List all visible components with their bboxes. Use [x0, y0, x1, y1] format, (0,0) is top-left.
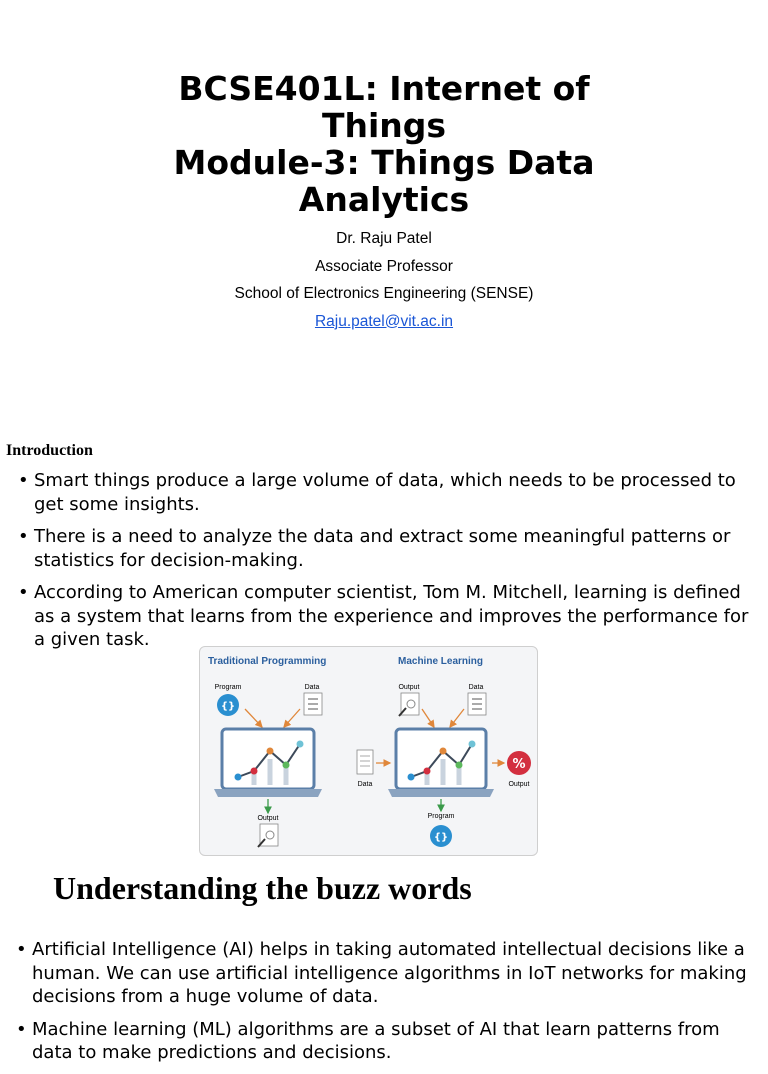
ml-title: Machine Learning: [398, 656, 484, 667]
author-name: Dr. Raju Patel: [336, 230, 432, 247]
data-checklist-icon: [304, 693, 322, 715]
title-line-4: Analytics: [298, 180, 470, 219]
buzz-words-heading: Understanding the buzz words: [53, 870, 472, 906]
traditional-title: Traditional Programming: [208, 656, 327, 667]
title-line-3: Module-3: Things Data: [173, 143, 595, 182]
svg-text:{}: {}: [433, 832, 449, 843]
svg-text:{}: {}: [220, 701, 236, 712]
trad-program-label: Program: [214, 684, 242, 691]
list-item: • Smart things produce a large volume of data, which needs to be processed to get some insights.: [18, 469, 758, 516]
trad-data-label: Data: [304, 684, 320, 691]
svg-text:%: %: [512, 757, 526, 772]
author-school: School of Electronics Engineering (SENSE): [234, 285, 534, 302]
introduction-heading: Introduction: [6, 442, 93, 459]
buzz-words-list: [16, 938, 761, 1074]
percent-icon: [507, 751, 531, 775]
list-item: • According to American computer scientist, Tom M. Mitchell, learning is defined as a system that learns from the experience and improves the performance for a given task.: [18, 581, 758, 652]
list-item: • Artificial Intelligence (AI) helps in taking automated intellectual decisions like a human. We can use artificial intelligence algorithms in IoT networks for making decisions from a huge volume of data.: [16, 938, 761, 1009]
laptop-chart-icon: [214, 729, 322, 797]
author-block: [100, 228, 668, 338]
data-sheet-icon: [357, 750, 373, 774]
output-document-icon: [258, 824, 278, 847]
program-icon: [430, 825, 452, 847]
program-icon: [217, 694, 239, 716]
output-document-icon: [399, 693, 419, 716]
title-line-1: BCSE401L: Internet of: [178, 69, 590, 108]
ml-data-label: Data: [468, 684, 484, 691]
laptop-chart-icon: [388, 729, 494, 797]
ml-output-input-label: Output: [398, 684, 420, 691]
title-line-2: Things: [321, 106, 447, 145]
ml-side-output-label: Output: [508, 781, 530, 788]
author-email-link[interactable]: Raju.patel@vit.ac.in: [314, 312, 454, 330]
figure-svg: [200, 647, 538, 856]
ml-side-data-label: Data: [357, 781, 373, 788]
author-position: Associate Professor: [315, 257, 453, 275]
ml-program-output-label: Program: [427, 813, 455, 820]
slide-title: [100, 70, 668, 218]
data-checklist-icon: [468, 693, 486, 715]
programming-vs-ml-figure: [199, 646, 538, 856]
introduction-list: [18, 469, 758, 661]
trad-output-label: Output: [257, 815, 279, 822]
list-item: • There is a need to analyze the data and extract some meaningful patterns or statistics for decision-making.: [18, 525, 758, 572]
list-item: • Machine learning (ML) algorithms are a subset of AI that learn patterns from data to make predictions and decisions.: [16, 1018, 761, 1065]
